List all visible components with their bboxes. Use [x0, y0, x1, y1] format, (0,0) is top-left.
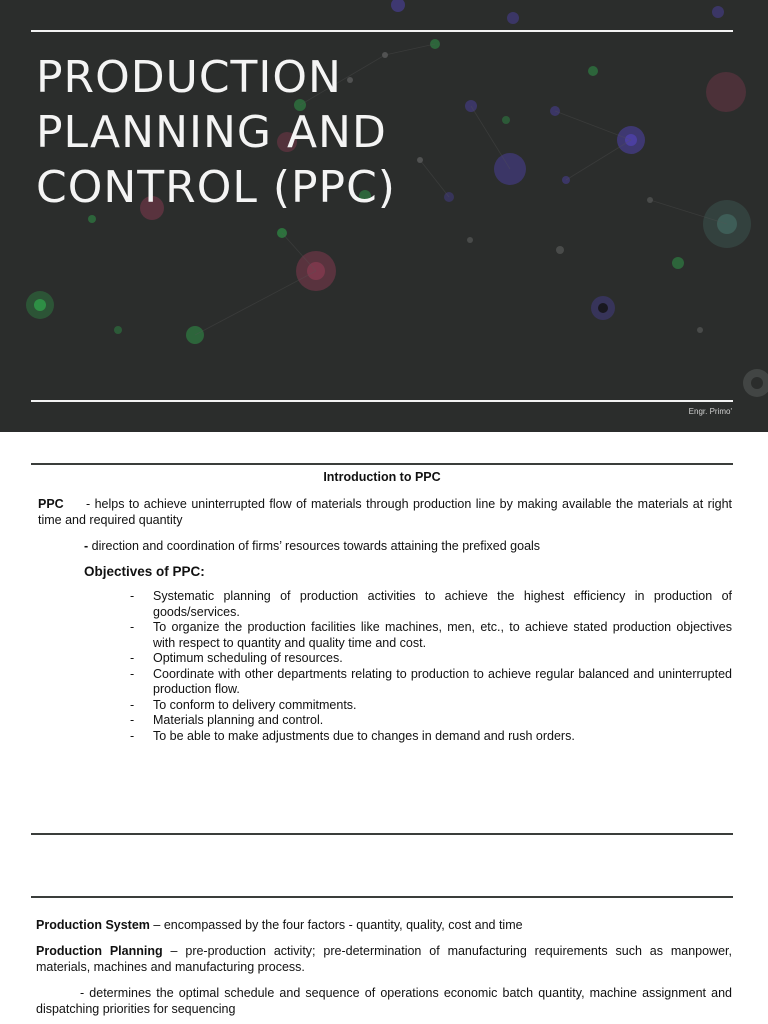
- objectives-list: [130, 589, 732, 744]
- objective-text: To conform to delivery commitments.: [153, 697, 357, 712]
- decorative-dot: [751, 377, 763, 389]
- decorative-dot: [88, 215, 96, 223]
- objective-text: To organize the production facilities like machines, men, etc., to achieve stated production objectives with respect to quantity and quality time and cost.: [153, 620, 732, 650]
- decorative-dot: [34, 299, 46, 311]
- decorative-dot: [598, 303, 608, 313]
- decorative-dot: [672, 257, 684, 269]
- production-system-paragraph: [36, 917, 732, 933]
- list-item: [130, 620, 732, 651]
- decorative-dot: [706, 72, 746, 112]
- bullet-dash: -: [130, 713, 135, 727]
- decorative-dot: [697, 327, 703, 333]
- list-item: [130, 698, 732, 714]
- list-item: [130, 667, 732, 698]
- slide-title: [36, 50, 596, 215]
- decorative-dot: [114, 326, 122, 334]
- list-item: [130, 729, 732, 745]
- production-planning-text: – pre-production activity; pre-determination of manufacturing requirements such as manpower, materials, machines and manufacturing process.: [36, 944, 733, 974]
- objectives-heading: Objectives of PPC:: [84, 564, 205, 579]
- bullet-dash: -: [130, 589, 135, 603]
- ppc-second-definition: [84, 538, 732, 554]
- bullet-dash: -: [130, 697, 135, 712]
- title-line-3: CONTROL (PPC): [36, 162, 396, 213]
- objective-text: Materials planning and control.: [153, 713, 324, 727]
- second-dash: -: [84, 539, 89, 553]
- title-line-2: PLANNING AND: [36, 107, 387, 158]
- title-top-rule: [31, 30, 733, 32]
- production-planning-label: Production Planning: [36, 944, 163, 958]
- bullet-dash: -: [130, 651, 135, 665]
- list-item: [130, 589, 732, 620]
- decorative-dot: [712, 6, 724, 18]
- title-slide: [0, 0, 768, 432]
- objective-text: Optimum scheduling of resources.: [153, 651, 343, 665]
- slide2-top-rule: [31, 463, 733, 465]
- decorative-dot: [467, 237, 473, 243]
- production-planning-paragraph: [36, 943, 732, 975]
- slide2-bottom-rule: [31, 833, 733, 835]
- title-line-1: PRODUCTION: [36, 52, 342, 103]
- author-credit: Engr. Primo': [688, 407, 732, 416]
- decorative-dot: [556, 246, 564, 254]
- production-system-text: – encompassed by the four factors - quantity, quality, cost and time: [153, 918, 523, 932]
- objective-text: To be able to make adjustments due to changes in demand and rush orders.: [153, 728, 575, 743]
- intro-heading: Introduction to PPC: [323, 470, 441, 484]
- bullet-dash: -: [130, 728, 135, 743]
- list-item: [130, 713, 732, 729]
- list-item: [130, 651, 732, 667]
- planning-detail-paragraph: - determines the optimal schedule and sequence of operations economic batch quantity, machine assignment and dispatching priorities for sequencing: [36, 986, 732, 1016]
- ppc-label: PPC: [38, 497, 64, 511]
- decorative-dot: [391, 0, 405, 12]
- production-system-label: Production System: [36, 918, 150, 932]
- title-bottom-rule: [31, 400, 733, 402]
- second-definition-text: direction and coordination of firms’ resources towards attaining the prefixed goals: [91, 539, 541, 553]
- objective-text: Systematic planning of production activities to achieve the highest efficiency in production of goods/services.: [153, 589, 732, 619]
- objective-text: Coordinate with other departments relating to production to achieve regular balanced and uninterrupted production flow.: [153, 666, 732, 696]
- ppc-definition: [38, 496, 732, 528]
- bullet-dash: -: [130, 620, 135, 634]
- decorative-dot: [507, 12, 519, 24]
- decorative-line: [195, 271, 316, 335]
- bullet-dash: -: [130, 666, 135, 681]
- ppc-definition-text: - helps to achieve uninterrupted flow of materials through production line by making available the materials at right time and required quantity: [38, 497, 732, 527]
- slide3-top-rule: [31, 896, 733, 898]
